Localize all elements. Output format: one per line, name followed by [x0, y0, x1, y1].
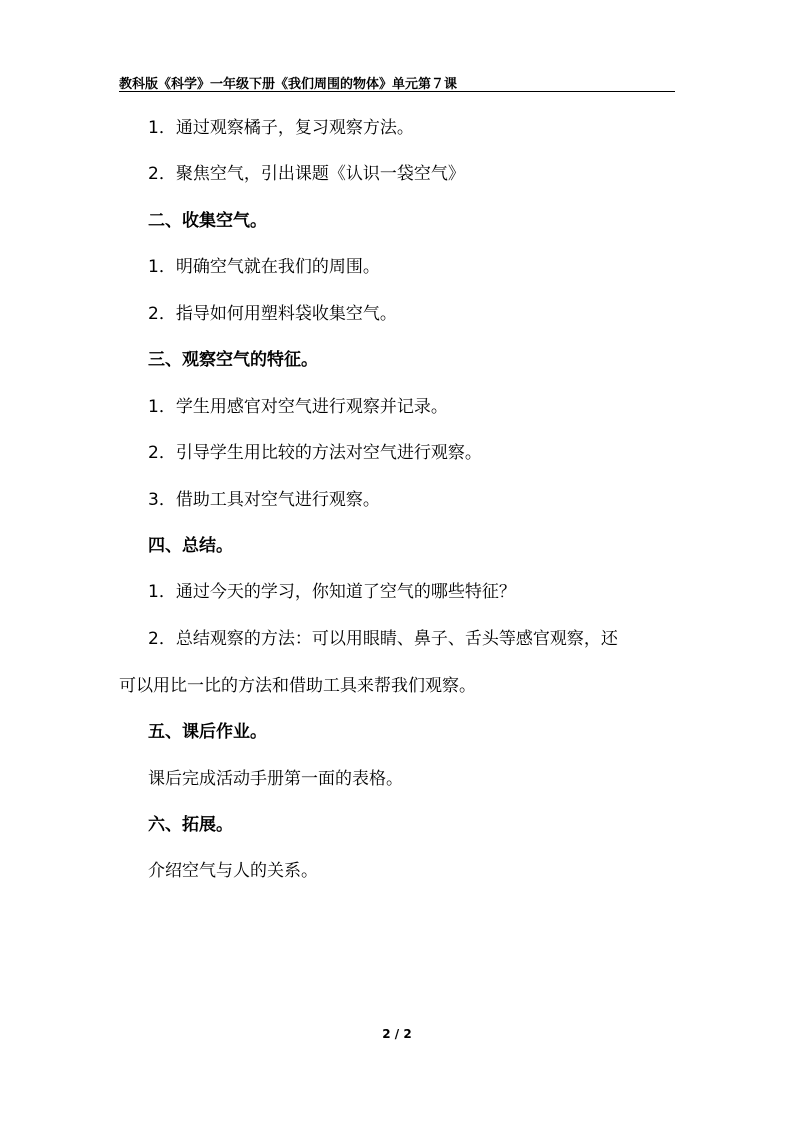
list-item-continuation: 可以用比一比的方法和借助工具来帮我们观察。 [119, 676, 476, 696]
section-heading: 二、收集空气。 [148, 211, 267, 231]
section-heading: 三、观察空气的特征。 [148, 350, 318, 370]
section-heading: 五、课后作业。 [148, 722, 267, 742]
page-header [119, 71, 675, 92]
list-item: 2．聚焦空气，引出课题《认识一袋空气》 [148, 164, 465, 184]
list-item: 1．明确空气就在我们的周围。 [148, 257, 380, 277]
section-heading: 六、拓展。 [148, 815, 233, 835]
list-item: 2．引导学生用比较的方法对空气进行观察。 [148, 443, 482, 463]
header-title: 教科版《科学》一年级下册《我们周围的物体》单元第７课 [119, 77, 458, 92]
section-heading: 四、总结。 [148, 536, 233, 556]
list-item: 介绍空气与人的关系。 [148, 861, 318, 881]
list-item: 3．借助工具对空气进行观察。 [148, 490, 380, 510]
list-item: 2．指导如何用塑料袋收集空气。 [148, 304, 397, 324]
page-number: 2 / 2 [382, 1027, 412, 1041]
list-item: 课后完成活动手册第一面的表格。 [148, 769, 403, 789]
list-item: 2．总结观察的方法：可以用眼睛、鼻子、舌头等感官观察，还 [148, 629, 618, 649]
list-item: 1．学生用感官对空气进行观察并记录。 [148, 397, 448, 417]
list-item: 1．通过观察橘子，复习观察方法。 [148, 118, 414, 138]
list-item: 1．通过今天的学习，你知道了空气的哪些特征？ [148, 582, 516, 602]
